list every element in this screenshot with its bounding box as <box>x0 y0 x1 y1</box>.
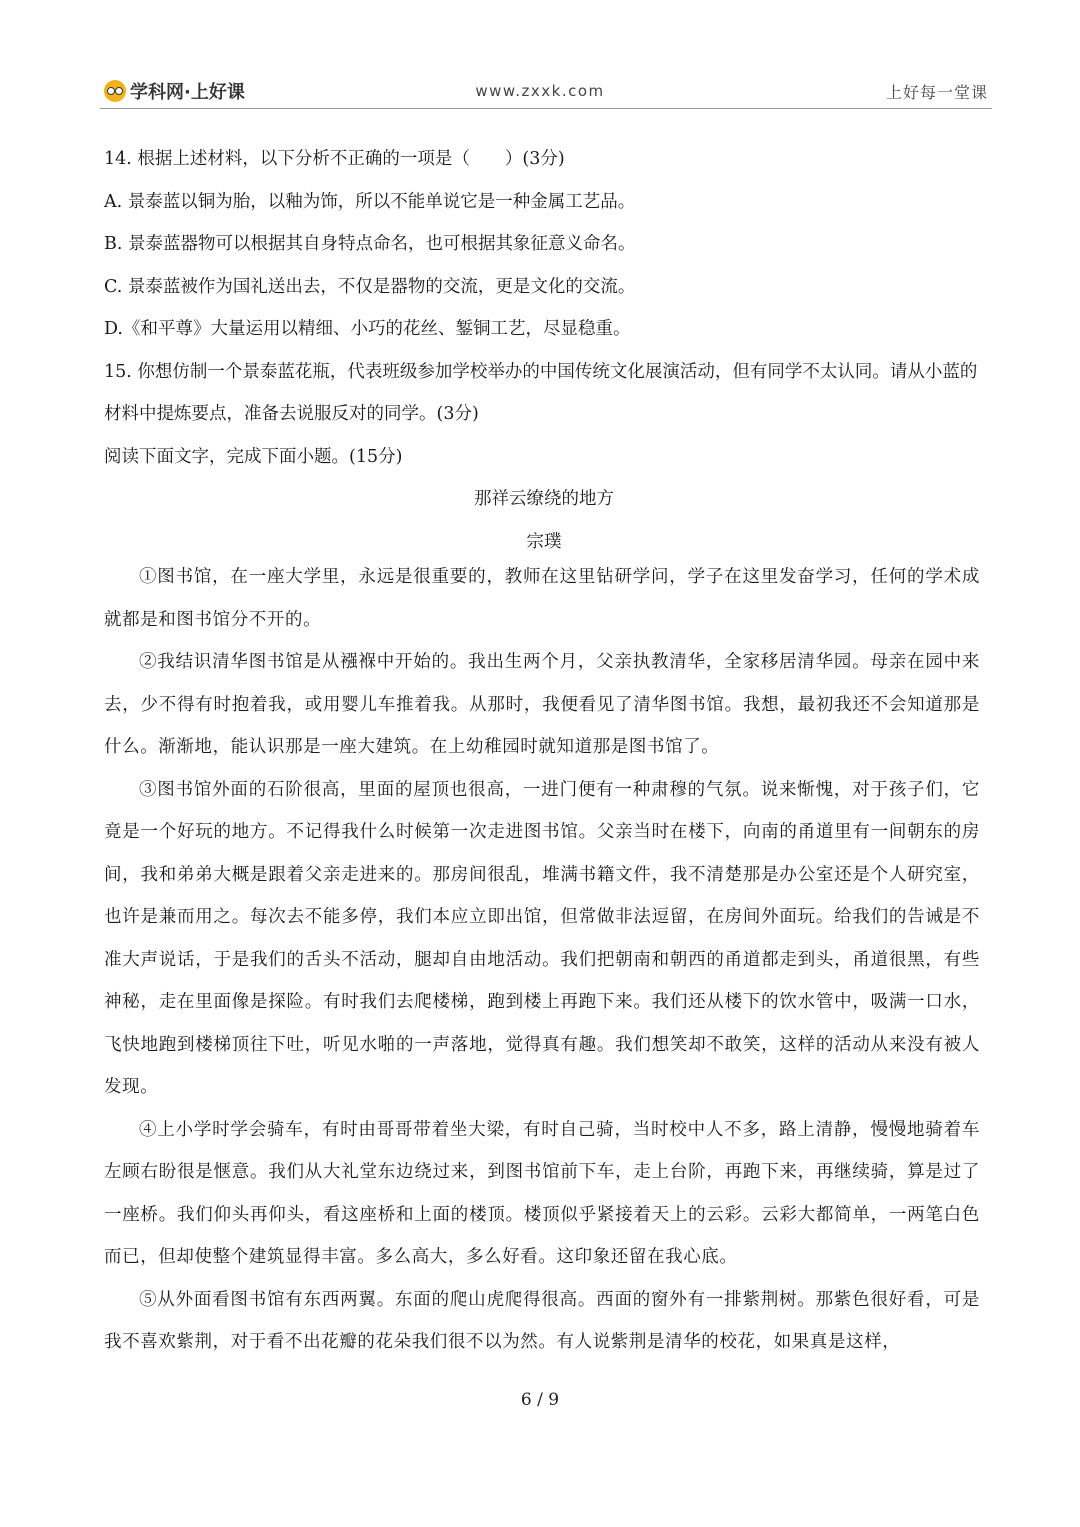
header-divider <box>100 108 992 109</box>
question-14-option-c: C. 景泰蓝被作为国礼送出去，不仅是器物的交流，更是文化的交流。 <box>104 276 636 297</box>
essay-paragraph-3: ③图书馆外面的石阶很高，里面的屋顶也很高，一进门便有一种肃穆的气氛。说来惭愧，对于孩子们，它竟是一个好玩的地方。不记得我什么时候第一次走进图书馆。父亲当时在楼下，向南的甬道里有一间朝东的房间，我和弟弟大概是跟着父亲走进来的。那房间很乱，堆满书籍文件，我不清楚那是办公室还是个人研究室，也许是兼而用之。每次去不能多停，我们本应立即出馆，但常做非法逗留，在房间外面玩。给我们的告诫是不准大声说话，于是我们的舌头不活动，腿却自由地活动。我们把朝南和朝西的甬道都走到头，甬道很黑，有些神秘，走在里面像是探险。有时我们去爬楼梯，跑到楼上再跑下来。我们还从楼下的饮水管中，吸满一口水，飞快地跑到楼梯顶往下吐，听见水啪的一声落地，觉得真有趣。我们想笑却不敢笑，这样的活动从来没有被人发现。 <box>104 779 980 1097</box>
question-14-option-b: B. 景泰蓝器物可以根据其自身特点命名，也可根据其象征意义命名。 <box>104 234 636 254</box>
reading-intro: 阅读下面文字，完成下面小题。(15分) <box>104 446 403 467</box>
essay-paragraph-5: ⑤从外面看图书馆有东西两翼。东面的爬山虎爬得很高。西面的窗外有一排紫荆树。那紫色很好看，可是我不喜欢紫荆，对于看不出花瓣的花朵我们很不以为然。有人说紫荆是清华的校花，如果真是这样， <box>104 1289 980 1352</box>
question-14-stem: 14. 根据上述材料，以下分析不正确的一项是（ ）(3分) <box>104 149 565 169</box>
question-14-option-d: D.《和平尊》大量运用以精细、小巧的花丝、錾铜工艺，尽显稳重。 <box>104 319 631 339</box>
header-slogan: 上好每一堂课 <box>885 83 988 102</box>
essay-author: 宗璞 <box>526 531 562 552</box>
essay-paragraph-2: ②我结识清华图书馆是从襁褓中开始的。我出生两个月，父亲执教清华，全家移居清华园。母亲在园中来去，少不得有时抱着我，或用婴儿车推着我。从那时，我便看见了清华图书馆。我想，最初我还不会知道那是什么。渐渐地，能认识那是一座大建筑。在上幼稚园时就知道那是图书馆了。 <box>104 652 980 757</box>
essay-paragraph-4: ④上小学时学会骑车，有时由哥哥带着坐大梁，有时自己骑，当时校中人不多，路上清静，慢慢地骑着车左顾右盼很是惬意。我们从大礼堂东边绕过来，到图书馆前下车，走上台阶，再跑下来，再继续骑，算是过了一座桥。我们仰头再仰头，看这座桥和上面的楼顶。楼顶似乎紧接着天上的云彩。云彩大都简单，一两笔白色而已，但却使整个建筑显得丰富。多么高大，多么好看。这印象还留在我心底。 <box>104 1119 980 1267</box>
essay-body <box>104 556 980 1364</box>
question-14-option-a: A. 景泰蓝以铜为胎，以釉为饰，所以不能单说它是一种金属工艺品。 <box>104 191 636 212</box>
page-number: 6 / 9 <box>520 1390 560 1410</box>
essay-paragraph-1: ①图书馆，在一座大学里，永远是很重要的，教师在这里钻研学问，学子在这里发奋学习，任何的学术成就都是和图书馆分不开的。 <box>104 567 980 630</box>
questions-section <box>104 138 984 563</box>
logo-text: 学科网·上好课 <box>130 82 245 103</box>
essay-title: 那祥云缭绕的地方 <box>474 489 614 509</box>
page-header <box>0 0 1080 120</box>
question-15: 15. 你想仿制一个景泰蓝花瓶，代表班级参加学校举办的中国传统文化展演活动，但有同学不太认同。请从小蓝的材料中提炼要点，准备去说服反对的同学。(3分) <box>104 361 978 424</box>
site-url[interactable]: www.zxxk.com <box>475 82 605 100</box>
